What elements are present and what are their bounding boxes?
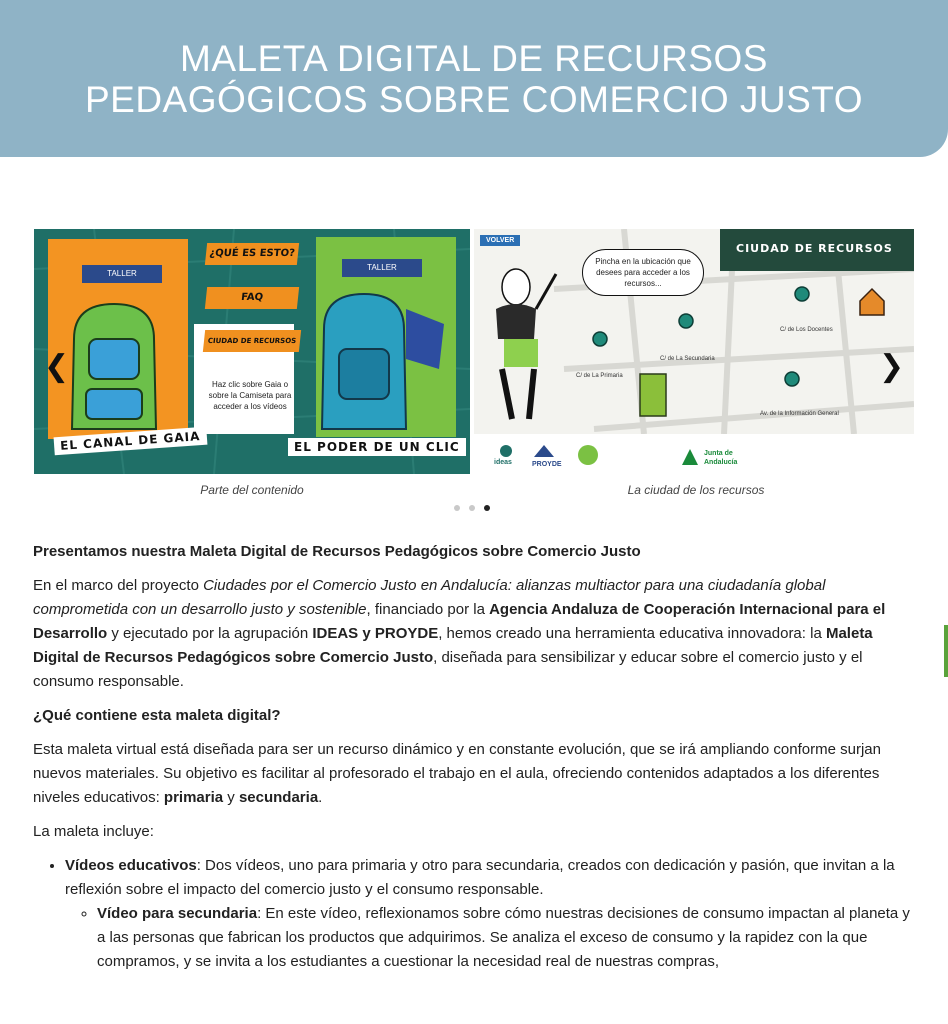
- list-item-title: Vídeos educativos: [65, 857, 197, 874]
- videos-sublist: [65, 902, 918, 974]
- text-span: , hemos creado una herramienta educativa innovadora: la: [438, 625, 826, 642]
- carousel-dot-2[interactable]: [469, 505, 475, 511]
- carousel-slide-content[interactable]: [34, 229, 470, 474]
- text-span: Esta maleta virtual está diseñada para ser un recurso dinámico y en constante evolución, que se irá ampliando conforme surjan nuevos materiales. Su objetivo es facilitar al profesorado el trabajo en el aula, ofreciendo contenidos adaptados a los diferentes niveles educativos:: [33, 741, 881, 806]
- sublist-item-title: Vídeo para secundaria: [97, 905, 258, 922]
- project-name: Ciudades por el Comercio Justo en Andalucía: alianzas multiactor para una ciudadanía global comprometida con un desarrollo justo y sostenible: [33, 577, 826, 618]
- poder-de-un-clic-label: EL PODER DE UN CLIC: [288, 438, 466, 456]
- slide-hint-text: Haz clic sobre Gaia o sobre la Camiseta para acceder a los vídeos: [208, 380, 292, 411]
- slide-caption-2: La ciudad de los recursos: [627, 483, 765, 497]
- list-item-videos: [65, 854, 918, 974]
- tool-name: Maleta Digital de Recursos Pedagógicos sobre Comercio Justo: [33, 625, 873, 666]
- taller-banner-1[interactable]: TALLER: [82, 265, 162, 283]
- logo-proyde: PROYDE: [532, 461, 562, 468]
- carousel-dot-3[interactable]: [484, 505, 490, 511]
- carousel-next-button[interactable]: ❯: [879, 350, 905, 383]
- volver-button[interactable]: VOLVER: [480, 235, 520, 246]
- slide-caption-1: Parte del contenido: [200, 483, 304, 497]
- text-span: .: [318, 789, 323, 806]
- text-span: y: [223, 789, 239, 806]
- text-span: , diseñada para sensibilizar y educar sobre el comercio justo y el consumo responsable.: [33, 649, 863, 690]
- carousel-dots: [454, 505, 490, 511]
- level-primaria: primaria: [163, 789, 224, 806]
- instruction-bubble: Pincha en la ubicación que desees para acceder a los recursos...: [582, 249, 704, 296]
- carousel-dot-1[interactable]: [454, 505, 460, 511]
- contents-heading: ¿Qué contiene esta maleta digital?: [33, 707, 281, 724]
- faq-tag[interactable]: FAQ: [205, 287, 299, 309]
- list-item-text: : Dos vídeos, uno para primaria y otro para secundaria, creados con dedicación y pasión, que invitan a la reflexión sobre el impacto del comercio justo y el consumo responsable.: [65, 857, 895, 898]
- level-secundaria: secundaria: [238, 789, 319, 806]
- pin-label-primaria[interactable]: C/ de La Primaria: [576, 373, 623, 379]
- text-span: En el marco del proyecto: [33, 577, 204, 594]
- carousel-slide-ciudad[interactable]: [474, 229, 914, 474]
- pin-label-info[interactable]: Av. de la Información General: [760, 411, 839, 417]
- article-body: [33, 540, 918, 974]
- logo-ideas: ideas: [494, 459, 512, 466]
- text-span: y ejecutado por la agrupación: [107, 625, 313, 642]
- intro-paragraph: [33, 574, 918, 694]
- includes-list: [33, 854, 918, 974]
- sublist-item-secundaria: [97, 902, 918, 974]
- text-span: , financiado por la: [366, 601, 490, 618]
- page-title-line2: PEDAGÓGICOS SOBRE COMERCIO JUSTO: [84, 78, 864, 120]
- que-es-esto-tag[interactable]: ¿QUÉ ES ESTO?: [205, 243, 299, 265]
- side-accent-tab[interactable]: [944, 625, 948, 677]
- page-title-line1: MALETA DIGITAL DE RECURSOS: [180, 37, 768, 79]
- ciudad-recursos-tag[interactable]: CIUDAD DE RECURSOS: [203, 330, 301, 352]
- contents-paragraph: [33, 738, 918, 810]
- group-name: IDEAS y PROYDE: [312, 625, 439, 642]
- page-title: [85, 38, 863, 120]
- logo-junta: Junta de Andalucía: [704, 450, 738, 466]
- ciudad-recursos-title: CIUDAD DE RECURSOS: [736, 242, 893, 255]
- pin-label-docentes[interactable]: C/ de Los Docentes: [780, 327, 833, 333]
- page-header: [0, 0, 948, 157]
- intro-heading: Presentamos nuestra Maleta Digital de Recursos Pedagógicos sobre Comercio Justo: [33, 543, 641, 560]
- includes-paragraph: La maleta incluye:: [33, 823, 154, 840]
- pin-label-secundaria[interactable]: C/ de La Secundaria: [660, 356, 715, 362]
- carousel-prev-button[interactable]: ❮: [44, 350, 70, 383]
- sublist-item-text: : En este vídeo, reflexionamos sobre cómo nuestras decisiones de consumo impactan al planeta y a las personas que fabrican los productos que adquirimos. Se analiza el exceso de consumo y la rapidez con la que compramos, y se invita a los estudiantes a cuestionar la necesidad real de nuestras compras,: [97, 905, 910, 970]
- taller-banner-2[interactable]: TALLER: [342, 259, 422, 277]
- canal-de-gaia-label: EL CANAL DE GAIA: [54, 427, 207, 456]
- agency-name: Agencia Andaluza de Cooperación Internacional para el Desarrollo: [33, 601, 886, 642]
- image-carousel: [34, 229, 914, 474]
